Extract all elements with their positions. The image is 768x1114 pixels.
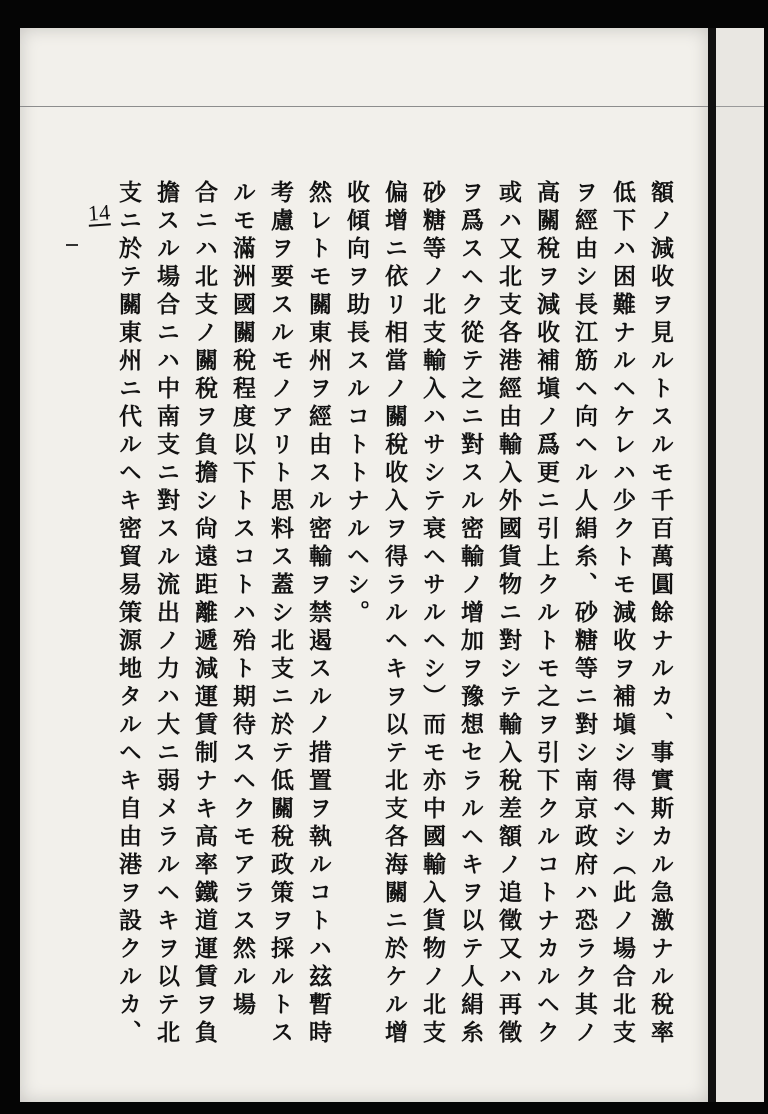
text-column-8: 偏增ニ依リ相當ノ關稅收入ヲ得ラルヘキヲ以テ北支各海關ニ於ケル增 <box>381 180 408 1048</box>
text-column-9: 收傾向ヲ助長スルコトトナルヘシ。 <box>343 180 370 628</box>
text-column-5: 或ハ又北支各港經由輸入外國貨物ニ對シテ輸入稅差額ノ追徵又ハ再徵 <box>495 180 522 1048</box>
text-column-12: ルモ滿洲國關稅程度以下トスコトハ殆ト期待スヘクモアラス然ル場 <box>229 180 256 1020</box>
document-page <box>20 28 708 1102</box>
margin-mark <box>66 244 78 246</box>
text-column-2: 低下ハ困難ナルヘケレハ少クトモ減收ヲ補塡シ得ヘシ（此ノ場合北支 <box>609 180 636 1048</box>
text-column-4: 高關稅ヲ減收補塡ノ爲更ニ引上クルトモ之ヲ引下クルコトナカルヘク <box>533 180 560 1048</box>
text-column-7: 砂糖等ノ北支輸入ハサシテ衰ヘサルヘシ）而モ亦中國輸入貨物ノ北支 <box>419 180 446 1048</box>
page-top-rule <box>20 106 708 107</box>
text-column-14: 擔スル場合ニハ中南支ニ對スル流出ノ力ハ大ニ弱メラルヘキヲ以テ北 <box>153 180 180 1048</box>
page-number: 14 <box>87 199 111 226</box>
text-column-15: 支ニ於テ關東州ニ代ルヘキ密貿易策源地タルヘキ自由港ヲ設クルカ、 <box>115 180 142 1048</box>
text-column-11: 考慮ヲ要スルモノアリト思料ス蓋シ北支ニ於テ低關稅政策ヲ採ルトス <box>267 180 294 1048</box>
text-column-1: 額ノ減收ヲ見ルトスルモ千百萬圓餘ナルカ、事實斯カル急激ナル稅率 <box>647 180 674 1048</box>
text-column-6: ヲ爲スヘク從テ之ニ對スル密輸ノ增加ヲ豫想セラルヘキヲ以テ人絹糸 <box>457 180 484 1048</box>
adjacent-page-strip <box>708 28 764 1102</box>
text-column-3: ヲ經由シ長江筋ヘ向ヘル人絹糸、砂糖等ニ對シ南京政府ハ恐ラク其ノ <box>571 180 598 1048</box>
text-column-13: 合ニハ北支ノ關稅ヲ負擔シ尙遠距離遞減運賃制ナキ高率鐵道運賃ヲ負 <box>191 180 218 1048</box>
adjacent-page-rule <box>716 106 764 107</box>
text-column-10: 然レトモ關東州ヲ經由スル密輸ヲ禁遏スルノ措置ヲ執ルコトハ玆暫時 <box>305 180 332 1048</box>
